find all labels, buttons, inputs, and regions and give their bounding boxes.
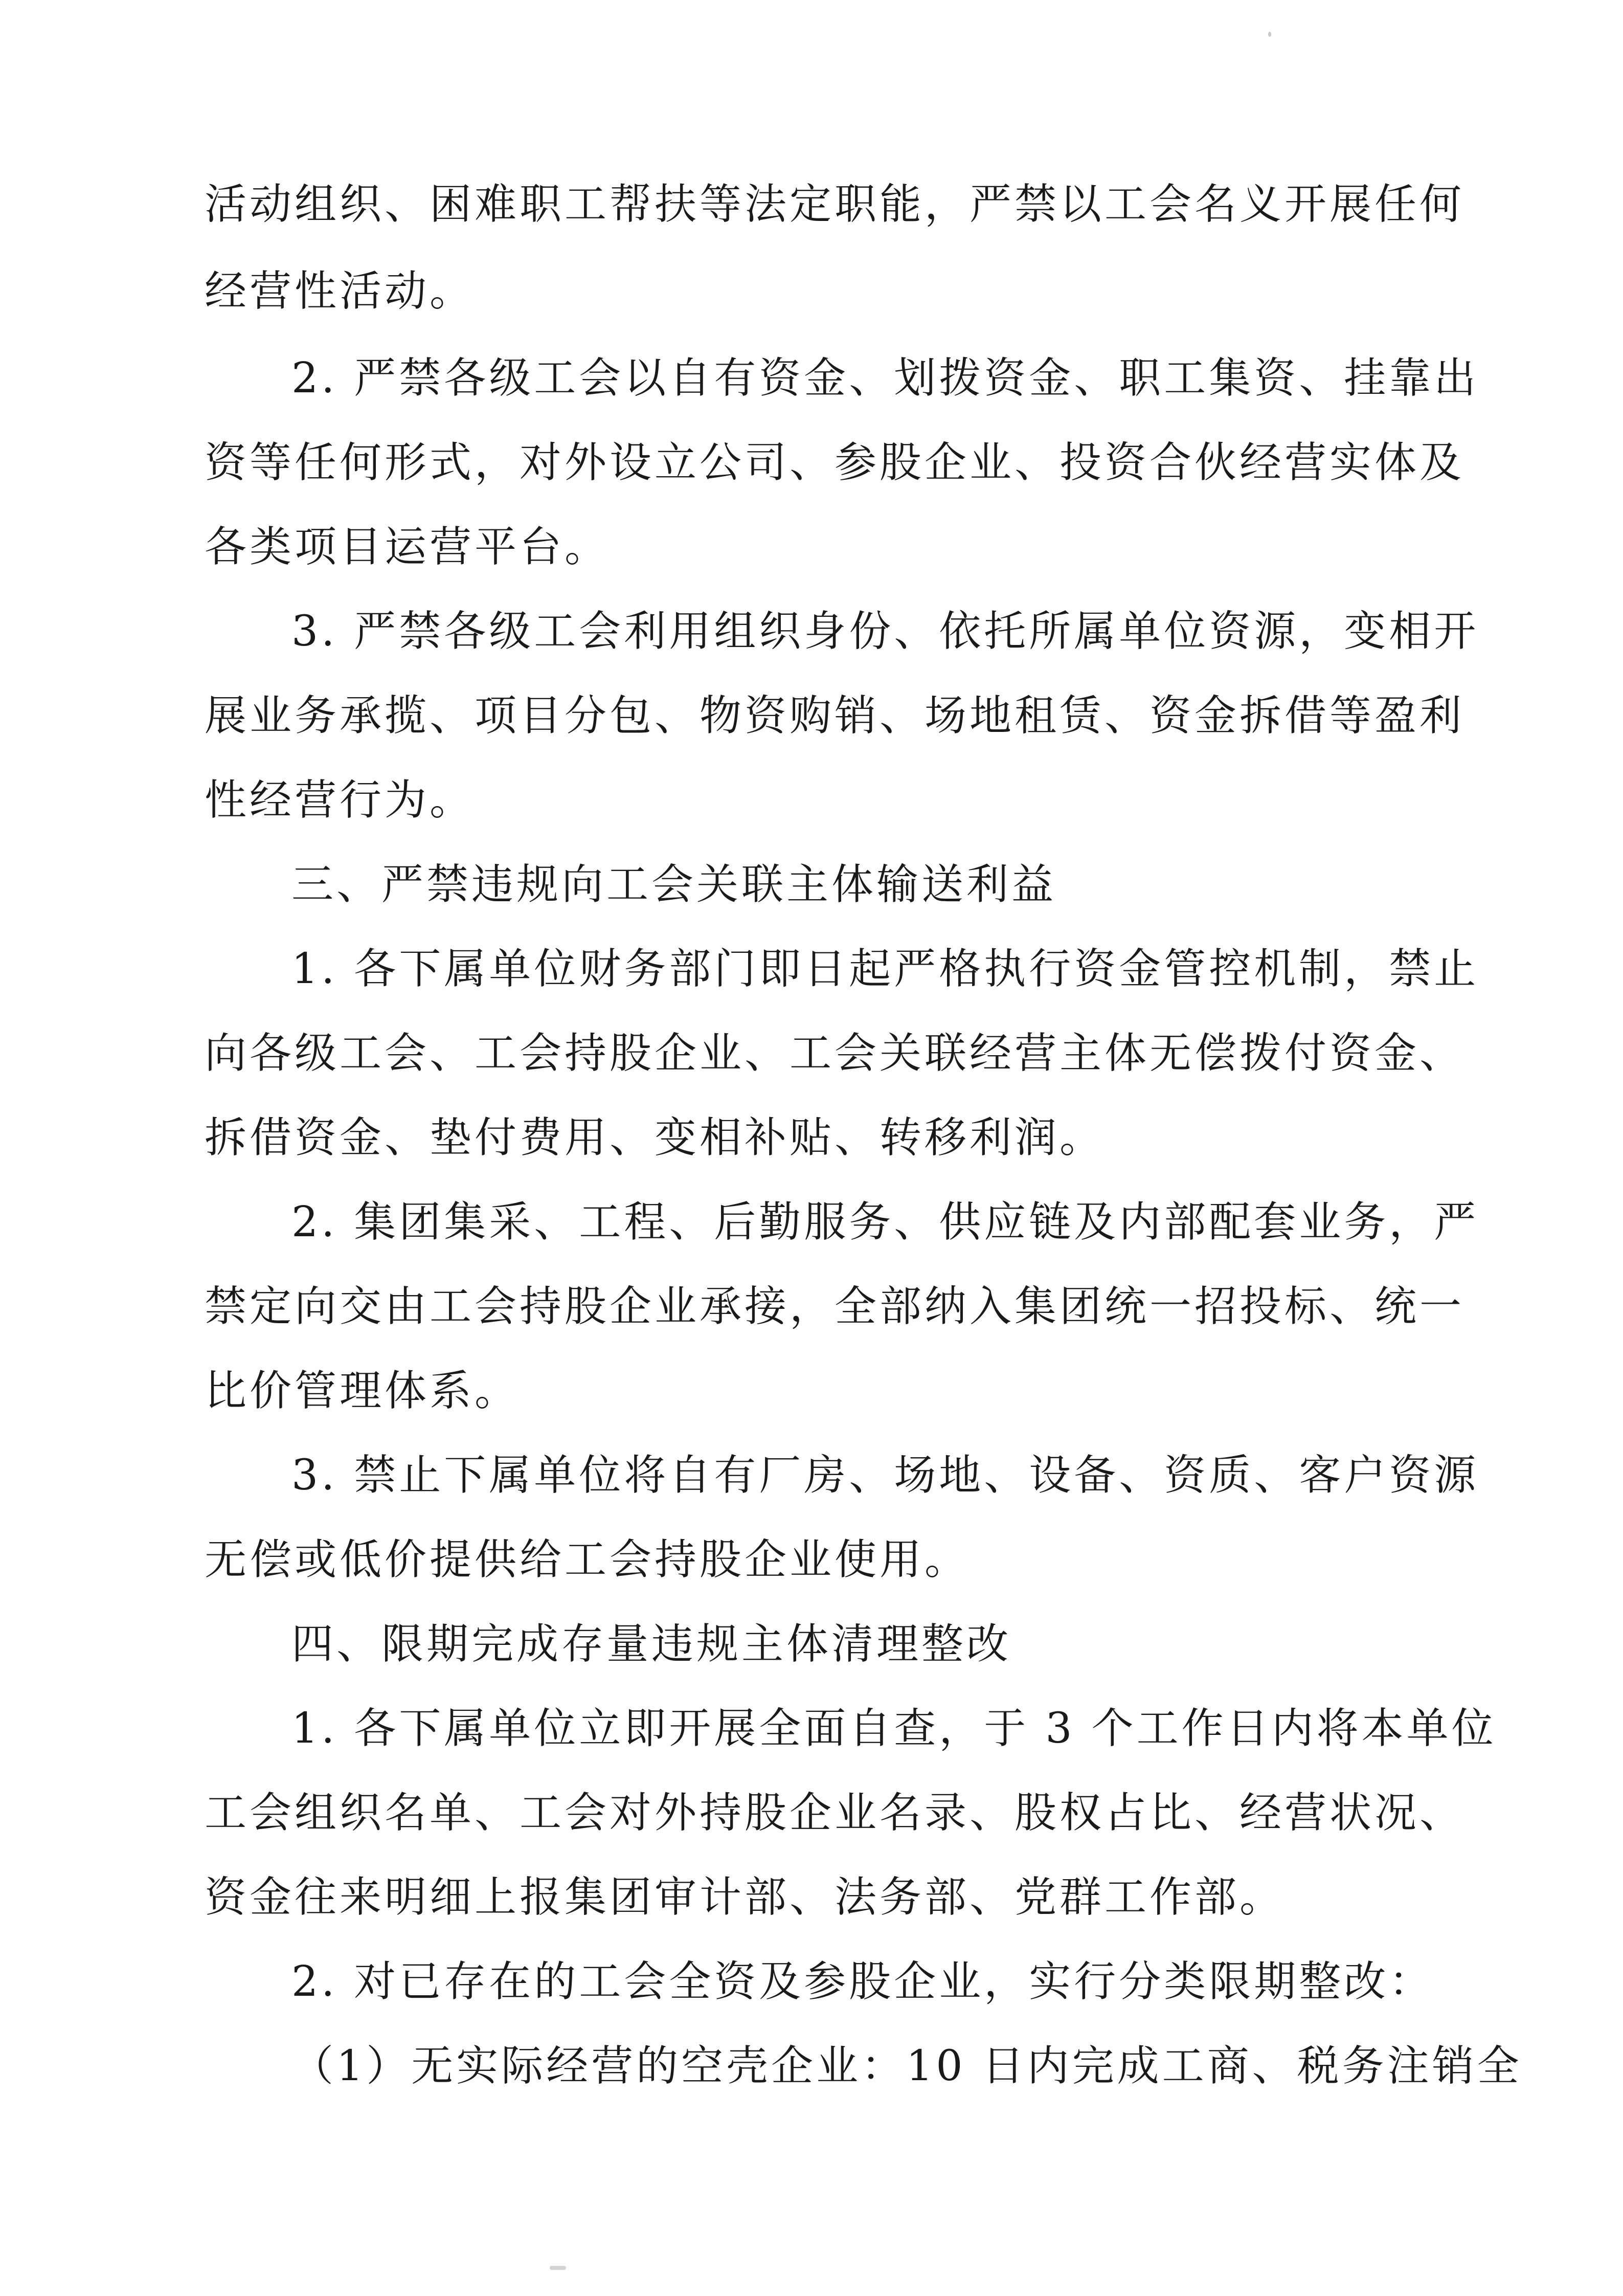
body-line: 经营性活动。 bbox=[205, 267, 475, 316]
body-line: 3. 严禁各级工会利用组织身份、依托所属单位资源，变相开 bbox=[291, 607, 1479, 656]
body-line: 1. 各下属单位财务部门即日起严格执行资金管控机制，禁止 bbox=[291, 945, 1479, 993]
body-line: 工会组织名单、工会对外持股企业名录、股权占比、经营状况、 bbox=[205, 1789, 1465, 1837]
body-line: 3. 禁止下属单位将自有厂房、场地、设备、资质、客户资源 bbox=[291, 1451, 1479, 1500]
scan-speck bbox=[1268, 32, 1271, 37]
body-line: 活动组织、困难职工帮扶等法定职能，严禁以工会名义开展任何 bbox=[205, 180, 1465, 229]
body-line: 2. 对已存在的工会全资及参股企业，实行分类限期整改： bbox=[291, 1957, 1434, 2006]
body-line: 各类项目运营平台。 bbox=[205, 523, 610, 571]
body-line: 资金往来明细上报集团审计部、法务部、党群工作部。 bbox=[205, 1873, 1285, 1922]
body-line: 禁定向交由工会持股企业承接，全部纳入集团统一招投标、统一 bbox=[205, 1282, 1465, 1331]
body-line: 2. 严禁各级工会以自有资金、划拨资金、职工集资、挂靠出 bbox=[291, 354, 1479, 403]
body-line: 比价管理体系。 bbox=[205, 1367, 520, 1415]
body-line: 性经营行为。 bbox=[205, 776, 475, 824]
body-line: 展业务承揽、项目分包、物资购销、场地租赁、资金拆借等盈利 bbox=[205, 692, 1465, 740]
body-line: 无偿或低价提供给工会持股企业使用。 bbox=[205, 1535, 970, 1584]
body-line: 1. 各下属单位立即开展全面自查，于 3 个工作日内将本单位 bbox=[291, 1704, 1497, 1753]
section-heading: 四、限期完成存量违规主体清理整改 bbox=[291, 1620, 1012, 1668]
body-line: 2. 集团集采、工程、后勤服务、供应链及内部配套业务，严 bbox=[291, 1198, 1479, 1246]
body-line: 拆借资金、垫付费用、变相补贴、转移利润。 bbox=[205, 1113, 1105, 1162]
body-line: 向各级工会、工会持股企业、工会关联经营主体无偿拨付资金、 bbox=[205, 1029, 1465, 1078]
body-line: 资等任何形式，对外设立公司、参股企业、投资合伙经营实体及 bbox=[205, 438, 1465, 487]
body-line: （1）无实际经营的空壳企业：10 日内完成工商、税务注销全 bbox=[291, 2042, 1522, 2090]
section-heading: 三、严禁违规向工会关联主体输送利益 bbox=[291, 860, 1057, 909]
scan-mark bbox=[550, 2266, 566, 2270]
